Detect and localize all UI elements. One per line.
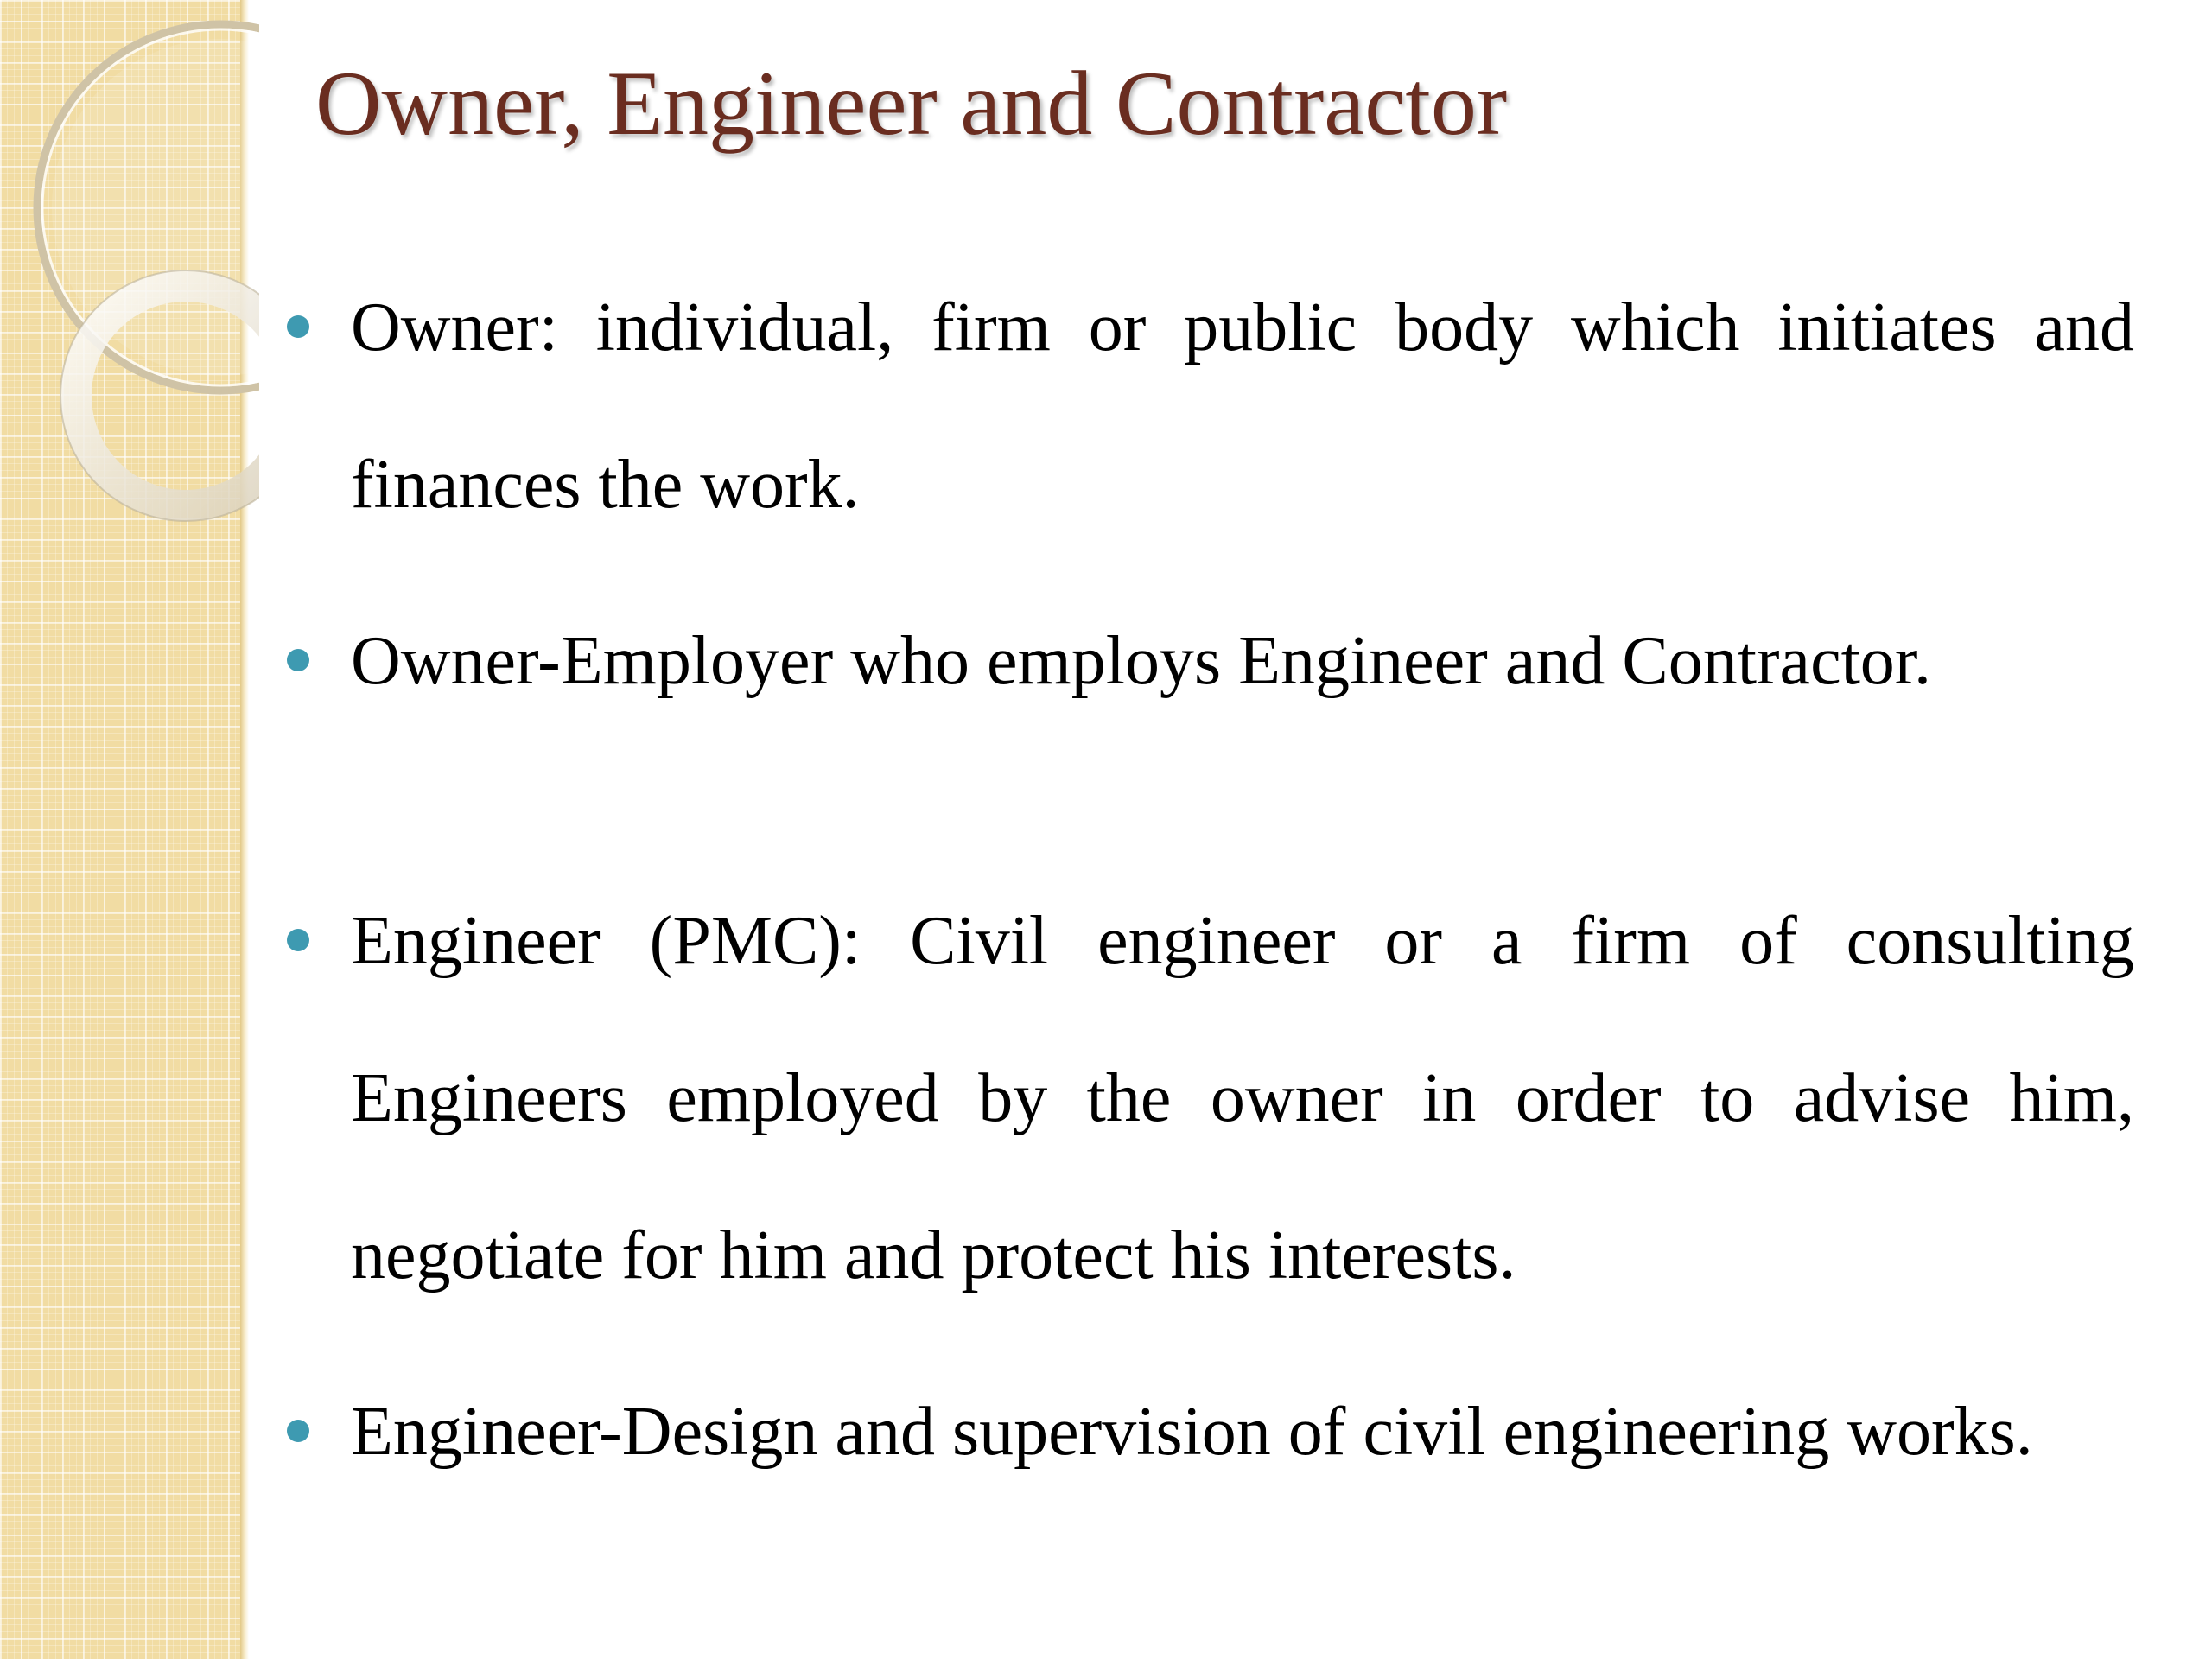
- bullet-item-owner-employer: [285, 582, 2134, 740]
- bullet-dot-icon: [287, 929, 309, 951]
- decorative-rings-icon: [0, 0, 259, 553]
- slide-title: Owner, Engineer and Contractor: [315, 53, 1508, 154]
- bullet-item-owner: [285, 249, 2134, 563]
- bullet-text: Owner: individual, firm or public body which initiates and finances the work.: [351, 289, 2134, 523]
- bullet-text: Engineer (PMC): Civil engineer or a firm of consulting Engineers employed by the owner in order to advise him, negotiate for him and protect his interests.: [351, 903, 2134, 1294]
- bullet-item-engineer-design: [285, 1353, 2134, 1510]
- bullet-text: Engineer-Design and supervision of civil engineering works.: [351, 1394, 2033, 1470]
- bullet-dot-icon: [287, 315, 309, 338]
- bullet-item-engineer-pmc: [285, 862, 2134, 1334]
- bullet-list: [285, 249, 2134, 1510]
- bullet-text: Owner-Employer who employs Engineer and Contractor.: [351, 623, 1932, 699]
- bullet-dot-icon: [287, 1420, 309, 1442]
- bullet-dot-icon: [287, 649, 309, 671]
